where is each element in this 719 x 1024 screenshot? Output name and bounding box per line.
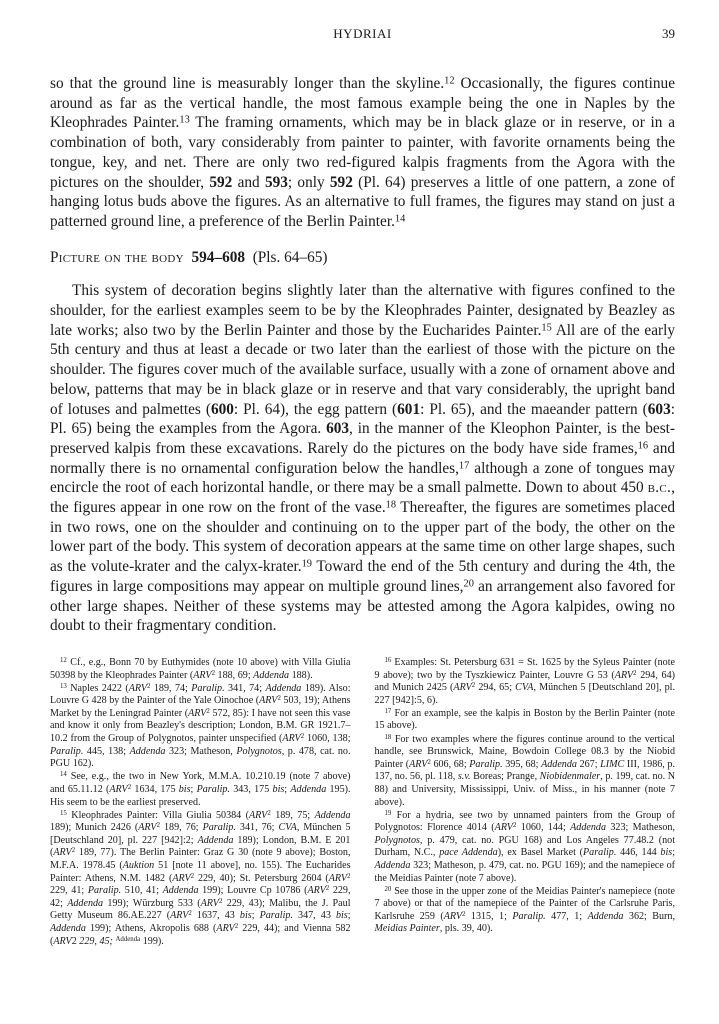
text-run: Thereafter, the figures are sometimes placed in two rows, one on the shoulder and continuing on to the upper part of the body, the other on the lower part of the body. This system of decoration appears at the same time on other large shapes, such as the volute-krater and the calyx-krater. <box>50 499 676 576</box>
superscript: 2 <box>127 784 132 792</box>
abbrev-italic: Addenda <box>265 682 302 694</box>
text-run: 347, 43 <box>292 910 336 922</box>
footnote-ref-16: 16 <box>637 440 649 452</box>
superscript: 2 <box>234 923 239 931</box>
section-title: Picture on the body <box>50 248 184 266</box>
text-run: 606, 68; <box>430 758 470 770</box>
abbrev-italic: ARV <box>307 885 326 897</box>
footnote-16 <box>375 657 676 707</box>
footnote-ref-14: 14 <box>394 213 406 225</box>
abbrev-italic: bis <box>335 910 348 922</box>
text-run: 294, 64) and Munich 2425 ( <box>374 669 675 694</box>
footnote-15 <box>50 810 351 949</box>
footnote-ref-20: 20 <box>463 578 474 590</box>
footnote-12 <box>50 657 351 682</box>
abbrev-italic: ARV <box>494 822 513 834</box>
text-run: 2 <box>71 935 77 947</box>
abbrev-italic: bis <box>239 910 252 922</box>
abbrev-italic: Niobidenmaler <box>539 771 601 783</box>
section-catalog-range: 594–608 <box>191 248 246 266</box>
section-plates: (Pls. 64–65) <box>252 248 328 266</box>
text-run: 1634, 175 <box>131 783 179 795</box>
text-run: 189, 76; <box>160 822 203 834</box>
superscript: 2 <box>267 809 271 817</box>
footnotes <box>50 657 675 948</box>
text-run: 229, 43); Malibu, the J. Paul Getty Museum 86.AE.227 ( <box>50 897 351 922</box>
catalog-number: 593 <box>264 173 288 191</box>
text-run: 229, 42; <box>50 885 351 909</box>
text-run: 229, 44); and Vienna 582 ( <box>50 922 351 947</box>
catalog-number: 603 <box>647 400 671 418</box>
paragraph-continuation <box>50 74 675 232</box>
text-run: ; <box>251 910 260 922</box>
text-run: 446, 144 <box>616 847 661 859</box>
abbrev-italic: Addenda <box>162 885 199 897</box>
footnote-number: 16 <box>384 657 392 665</box>
abbrev-italic: Polygnotos <box>236 745 282 757</box>
text-run: 195). His seem to be the earliest preserved. <box>50 783 351 808</box>
abbrev-italic: 229, 45; <box>76 935 116 947</box>
footnote-ref-15: 15 <box>541 322 552 334</box>
abbrev-italic: CVA <box>515 682 534 694</box>
text-run: ; <box>190 783 197 795</box>
superscript: 2 <box>277 695 281 703</box>
text-run: so that the ground line is measurably longer than the skyline. <box>50 75 445 92</box>
abbrev-italic: Addenda <box>50 922 86 934</box>
abbrev-italic: ARV <box>249 809 268 821</box>
abbrev-italic: Polygnotos <box>374 834 420 846</box>
footnote-number: 17 <box>384 708 392 715</box>
abbrev-italic: Paralip. <box>196 783 230 795</box>
text-run: 1060, 144; <box>516 822 571 834</box>
footnote-ref-19: 19 <box>301 558 312 570</box>
abbrev-italic: ARV <box>409 758 428 770</box>
superscript: 2 <box>300 733 305 741</box>
text-run: Examples: St. Petersburg 631 = St. 1625 by the Syleus Painter (note 9 above); two by the Tyszkiewicz Painter, Louvre G 53 ( <box>374 657 675 681</box>
text-run: , p. 199, cat. no. N 88) and University, Mississippi, Univ. of Miss., in his manner (note 7 above). <box>374 771 675 808</box>
footnote-17 <box>375 708 676 733</box>
text-run: , in the manner of the Kleophon Painter, is the best-preserved kalpis from these excavations. Rarely do the pictures on the body have side frames, <box>50 420 675 457</box>
text-run: Cf., e.g., Bonn 70 by Euthymides (note 10 above) with Villa Giulia 50398 by the Kleophrades Painter ( <box>50 657 351 681</box>
text-run: 572, 85): I have not seen this vase and know it only from Beazley's description; London, B.M. GR 1921.7–10.2 from the Group of Polygnotos, painter unspecified ( <box>50 707 351 745</box>
footnote-number: 13 <box>60 682 67 690</box>
superscript: 2 <box>71 847 76 855</box>
superscript: 2 <box>211 669 216 677</box>
abbrev-italic: bis <box>272 783 285 795</box>
text-run: 189); London, B.M. E 201 ( <box>50 834 351 859</box>
footnote-number: 14 <box>60 771 67 779</box>
abbrev-italic: ARV <box>188 707 207 719</box>
abbrev-italic: Addenda <box>129 745 166 757</box>
text-run: 1637, 43 <box>191 910 240 922</box>
abbrev-italic: ARV <box>614 669 634 681</box>
abbrev-italic: ARV <box>138 822 157 834</box>
text-run: 323; Matheson, p. 479, cat. no. PGU 169); and the namepiece of the Meidias Painter (note 7 above). <box>374 860 675 884</box>
footnote-number: 12 <box>60 657 67 665</box>
text-run: Kleophrades Painter: Villa Giulia 50384 ( <box>66 809 250 821</box>
abbrev-italic: Addenda <box>374 860 411 871</box>
superscript: 2 <box>462 911 466 918</box>
abbrev-italic: Addenda <box>541 758 577 770</box>
abbrev-italic: Paralip. <box>50 745 84 757</box>
text-run: 188). <box>289 669 313 681</box>
text-run: 189, 75; <box>270 809 315 821</box>
paragraph-picture-on-body <box>50 281 675 636</box>
main-text <box>50 74 675 636</box>
abbrev-italic: ARV <box>172 872 191 884</box>
abbrev-italic: pace Addenda <box>439 847 498 859</box>
superscript: 2 <box>512 822 517 830</box>
footnote-ref-12: 12 <box>444 75 455 87</box>
text-run: 503, 19); Athens Market by the Leningrad Painter ( <box>50 695 351 719</box>
superscript: 2 <box>156 822 161 830</box>
catalog-number: 592 <box>209 173 233 191</box>
footnote-ref-17: 17 <box>458 460 470 472</box>
text-run: , the figures appear in one row on the front of the vase. <box>50 479 675 517</box>
abbrev-italic: bis <box>178 783 191 795</box>
footnote-number: 18 <box>384 733 392 741</box>
abbrev-italic: ARV <box>128 682 148 694</box>
superscript: 2 <box>190 872 195 880</box>
abbrev-italic: ARV <box>443 910 463 922</box>
abbrev-italic: Addenda <box>290 783 327 795</box>
text-run: 323; Matheson, <box>165 745 237 757</box>
abbrev-italic: Addenda <box>67 897 104 909</box>
superscript: 2 <box>471 682 476 690</box>
footnote-number: 15 <box>60 809 67 817</box>
text-run: 395, 68; <box>502 758 542 770</box>
text-run: 51 [note 11 above], no. 155). The Eucharides Painter: Athens, N.M. 1482 ( <box>50 860 351 884</box>
superscript: 2 <box>147 682 151 690</box>
abbrev-italic: Paralip. <box>202 822 236 834</box>
text-run: 510, 41; <box>121 885 163 897</box>
abbrev-italic: ARV <box>53 847 72 859</box>
text-run: The framing ornaments, which may be in black glaze or in reserve, or in a combination of both, vary considerably from painter to painter, with favorite ornaments being the tongue, key, and net. There are only two red-figured kalpis fragments from the Agora with the pictures on the shoulder, <box>50 114 675 191</box>
footnote-13 <box>50 683 351 771</box>
text-run: an arrangement also favored for other large shapes. Neither of these systems may be attested among the Agora kalpides, owing no doubt to their fragmentary condition. <box>50 577 675 635</box>
footnote-19 <box>375 810 676 886</box>
text-run: Boreas; Prange, <box>470 771 540 783</box>
abbrev-italic: LIMC <box>600 758 625 770</box>
abbrev-italic: ARV <box>282 733 301 745</box>
text-run: 189, 74; <box>150 682 192 694</box>
text-run: All are of the early 5th century and thus at least a decade or two later than the earliest of those with the picture on the shoulder. The figures cover much of the available surface, usually with a zone of ornament above and below, patterns that may be in black glaze or in reserve and that vary considerably, the upright band of lotuses and palmettes ( <box>50 321 675 418</box>
abbrev-italic: ARV <box>170 910 189 922</box>
abbrev-italic: Paralip. <box>259 910 293 922</box>
text-run: : Pl. 64), the egg pattern ( <box>233 400 398 418</box>
superscript: 2 <box>633 669 637 677</box>
abbrev-italic: CVA <box>278 822 297 834</box>
text-run: ; <box>347 910 351 922</box>
abbrev-italic: Paralip. <box>87 885 122 897</box>
superscript: 2 <box>427 758 431 766</box>
footnote-ref-18: 18 <box>385 499 397 511</box>
text-run: 341, 76; <box>235 822 279 834</box>
abbrev-italic: Paralip. <box>469 758 503 770</box>
footnote-20 <box>375 886 676 936</box>
page-header <box>50 26 675 44</box>
text-run: 199); Würzburg 533 ( <box>103 897 201 909</box>
text-run: , München 5 [Deutschland 20], pl. 227 [942]:5, 6). <box>374 682 676 706</box>
text-run: Toward the end of the 5th century and during the 4th, the figures in large compositions may appear on multiple ground lines, <box>50 558 675 595</box>
text-run: and normally there is no ornamental configuration below the handles, <box>50 439 675 477</box>
abbrev-italic: Paralip. <box>512 910 546 922</box>
catalog-number: 600 <box>210 400 234 418</box>
footnote-14 <box>50 771 351 809</box>
abbrev-italic: bis <box>660 847 673 859</box>
text-run: , München 5 [Deutschland 20], pl. 227 [942]:2; <box>50 822 351 846</box>
text-run: 229, 40); St. Petersburg 2604 ( <box>194 872 329 884</box>
abbrev-italic: ARV <box>200 897 219 909</box>
text-run: ; only <box>287 173 330 191</box>
text-run: although a zone of tongues may encircle the root of each horizontal handle, or there may be a small palmette. Down to about 450 <box>50 459 676 497</box>
text-run: , pls. 39, 40). <box>439 923 493 935</box>
abbrev-italic: s.v. <box>457 771 471 783</box>
text-run: ; <box>284 783 291 795</box>
text-run: For an example, see the kalpis in Boston by the Berlin Painter (note 15 above). <box>374 707 675 732</box>
abbrev-italic: Addenda <box>314 809 351 821</box>
text-run: (Pl. 64) preserves a little of one pattern, a zone of hanging lotus buds above the figures. As an alternative to full frames, the figures may stand on just a patterned ground line, a preference of the Berlin Painter. <box>50 173 675 230</box>
text-run: 445, 138; <box>83 745 130 757</box>
text-run: See those in the upper zone of the Meidias Painter's namepiece (note 7 above) or that of the namepiece of the Painter of the Carlsruhe Paris, Karlsruhe 259 ( <box>374 885 675 922</box>
text-run: Naples 2422 ( <box>66 682 129 694</box>
text-run: , p. 478, cat. no. PGU 162). <box>50 745 351 770</box>
text-run: 189); Munich 2426 ( <box>50 822 139 834</box>
abbrev-italic: Meidias Painter <box>374 923 440 935</box>
text-run: 199); Louvre Cp 10786 ( <box>198 885 308 897</box>
abbrev-italic: Addenda <box>570 822 607 834</box>
text-run: This system of decoration begins slightly later than the alternative with figures confined to the shoulder, for the earliest examples seem to be by the Kleophrades Painter, designated by Beazley as late works; also two by the Berlin Painter and those by the Eucharides Painter. <box>50 282 675 339</box>
catalog-number: 601 <box>397 400 421 418</box>
text-run: 199). <box>140 935 164 947</box>
abbrev-italic: ARV <box>109 783 128 795</box>
abbrev-italic: ARV <box>328 872 348 884</box>
footnote-ref-13: 13 <box>179 115 190 127</box>
text-run: 267; <box>576 758 601 770</box>
superscript: 2 <box>325 885 330 893</box>
abbrev-italic: Addenda <box>587 910 624 922</box>
text-run: 341, 74; <box>224 682 266 694</box>
text-run: 343, 175 <box>229 783 273 795</box>
text-run: 188, 69; <box>215 669 254 681</box>
text-run: III, 1986, p. 137, no. 56, pl. 118, <box>374 758 676 783</box>
text-run: For a hydria, see two by unnamed painters from the Group of Polygnotos: Florence 4014 ( <box>374 809 675 834</box>
text-run: 1315, 1; <box>465 910 513 922</box>
text-run: 229, 41; <box>50 885 88 897</box>
abbrev-italic: Paralip. <box>191 682 225 694</box>
abbrev-italic: ARV <box>216 922 235 934</box>
text-run: 294, 65; <box>475 682 516 694</box>
text-run: 199); Athens, Akropolis 688 ( <box>85 922 217 934</box>
superscript: 2 <box>188 910 192 918</box>
abbrev-italic: Addenda <box>253 669 290 681</box>
text-run: : Pl. 65), and the maeander pattern ( <box>420 400 648 418</box>
abbrev-italic: ARV <box>193 669 212 681</box>
abbrev-italic: Addenda <box>197 834 234 846</box>
abbrev-italic: ARV <box>53 935 72 947</box>
text-run: 189). Also: Louvre G 428 by the Painter of the Yale Oinochoe ( <box>50 682 351 707</box>
footnote-number: 20 <box>384 885 392 893</box>
catalog-number: 592 <box>329 173 353 191</box>
text-run: For two examples where the figures continue around to the vertical handle, see Brunswick, Maine, Bowdoin College 08.3 by the Niobid Painter ( <box>374 733 675 770</box>
text-run: , p. 479, cat. no. PGU 168) and Los Angeles 77.48.2 (not Durham, N.C., <box>374 834 675 859</box>
section-heading <box>50 248 675 268</box>
footnote-number: 19 <box>384 809 392 817</box>
text-run: See, e.g., the two in New York, M.M.A. 10.210.19 (note 7 above) and 65.11.12 ( <box>50 771 351 795</box>
text-run: 189, 77). The Berlin Painter: Graz G 30 (note 9 above); Boston, M.F.A. 1978.45 ( <box>50 847 351 871</box>
footnote-18 <box>375 734 676 810</box>
superscript: 2 <box>347 872 351 880</box>
text-run: ), ex Basel Market ( <box>497 847 583 859</box>
superscript: 2 <box>206 708 210 715</box>
text-run: : Pl. 65) being the examples from the Agora. <box>50 400 675 438</box>
page-number: 39 <box>662 26 675 41</box>
abbrev-italic: Paralip. <box>583 847 617 859</box>
text-run: and <box>232 173 265 191</box>
running-title: HYDRIAI <box>333 26 392 41</box>
text-run: ; <box>672 847 675 859</box>
catalog-number: 603 <box>326 420 350 438</box>
superscript: Addenda <box>115 935 141 943</box>
text-run: 323; Matheson, <box>606 822 676 834</box>
abbrev-italic: Auktion <box>122 860 155 871</box>
abbrev-italic: ARV <box>453 682 472 694</box>
era-abbreviation: b.c. <box>647 479 672 497</box>
text-run: 477, 1; <box>545 910 588 922</box>
text-run: 362; Burn, <box>623 910 675 922</box>
text-run: Occasionally, the figures continue around as far as the vertical handle, the most famous example being the one in Naples by the Kleophrades Painter. <box>50 75 675 132</box>
abbrev-italic: ARV <box>259 695 278 707</box>
superscript: 2 <box>218 897 223 905</box>
text-run: 1060, 138; <box>304 733 351 745</box>
